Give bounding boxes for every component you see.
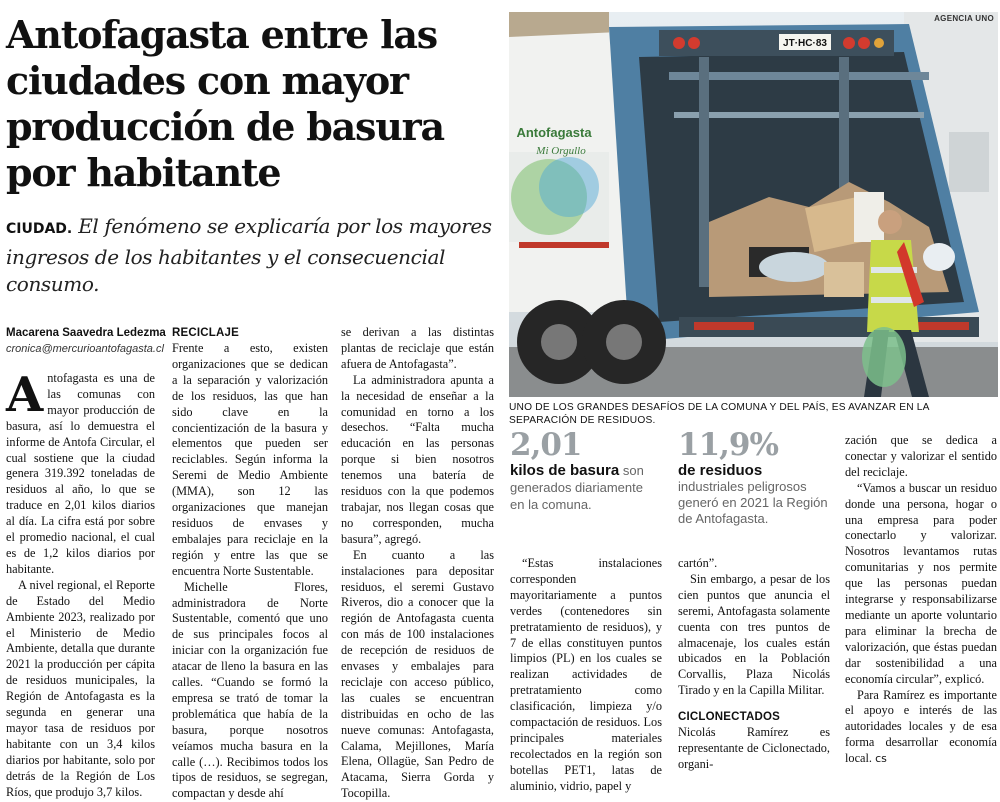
drop-cap: A	[6, 367, 44, 423]
paragraph: Sin embargo, a pesar de los cien puntos que anuncia el seremi, Antofagasta solamente cuenta con tres puntos de almacenaje, los cuales están ubicados en la Población Corvallis, Plaza Nicolás Tirado y en la Capilla Militar.	[678, 571, 830, 698]
section-heading-reciclaje: RECICLAJE	[172, 327, 239, 339]
stat-number: 2,01	[510, 427, 582, 463]
byline	[6, 325, 166, 357]
author-name: Macarena Saavedra Ledezma	[6, 327, 166, 339]
photo	[509, 12, 998, 397]
stat-label: kilos de basura	[510, 462, 620, 479]
paragraph: Michelle Flores, administradora de Norte Sustentable, comentó que uno de sus principales focos al iniciar con la organización fue atacar de lleno la basura en las calles. “Cuando se formó la empresa se trató de tomar la problemática que había de la basura, porque nosotros veíamos mucha basura en la calle (…). Recibimos todos los tipos de residuos, se segregan, compactan y desde ahí	[172, 579, 328, 801]
author-email[interactable]: cronica@mercurioantofagasta.cl	[6, 343, 164, 355]
stat-box-2	[678, 428, 828, 527]
stat-description: industriales peligrosos generó en 2021 la Región de Antofagasta.	[678, 479, 828, 526]
stat-label: de residuos	[678, 462, 763, 479]
paragraph: Para Ramírez es importante el apoyo e interés de las autoridades locales y de esa forma desarrollar economía local. cs	[845, 687, 997, 766]
headline	[6, 12, 501, 196]
stat-description: son generados diariamente en la comuna.	[510, 463, 644, 512]
photo-credit: AGENCIA UNO	[934, 14, 994, 23]
subheadline-text: El fenómeno se explicaría por los mayores ingresos de los habitantes y el consecuencial consumo.	[6, 214, 492, 296]
garbage-truck-photo	[509, 12, 998, 397]
stat-number: 11,9%	[678, 427, 778, 463]
section-tag: CIUDAD.	[6, 221, 73, 237]
article-column-3	[341, 325, 494, 802]
article-column-2	[172, 325, 328, 802]
headline-line-4: por habitante	[6, 150, 281, 195]
stat-box-1	[510, 428, 660, 513]
article-column-4	[510, 556, 662, 795]
paragraph: zación que se dedica a conectar y valorizar el sentido del reciclaje.	[845, 433, 997, 479]
subheadline	[6, 213, 501, 299]
article-column-5	[678, 556, 830, 773]
paragraph: En cuanto a las instalaciones para depositar residuos, el seremi Gustavo Riveros, dio a conocer que la región de Antofagasta cuenta con más de 100 instalaciones de recepción de residuos de envases y embalajes para reciclaje con acceso público, las cuales se encuentran distribuidas en ocho de las nueve comunas: Antofagasta, Calama, Mejillones, María Elena, Ollagüe, San Pedro de Atacama, Sierra Gorda y Tocopilla.	[341, 547, 494, 801]
headline-line-1: Antofagasta entre las	[6, 12, 438, 57]
headline-line-2: ciudades con mayor	[6, 58, 408, 103]
paragraph: Antofagasta es una de las comunas con mayor producción de basura, así lo demuestra el informe de Antofa Circular, el cual sostiene que la ciudad genera 319.392 toneladas de residuos al año, lo que se traduce en 2,01 kilos diarios al día. La cifra está por sobre el promedio nacional, el cual es de 1,2 kilos diarios por habitante.	[6, 367, 155, 576]
paragraph: Frente a esto, existen organizaciones que se dedican a la separación y valorización de los residuos, las que han sido clave en la concientización de la basura y elementos que pueden ser reciclables. Según informa la Seremi de Medio Ambiente (MMA), son 12 las organizaciones que manejan residuos de envases y embalajes para reciclaje en la región y entre las que se encuentra Norte Sustentable.	[172, 341, 328, 578]
truck-logo-line-2: Mi Orgullo	[536, 145, 586, 157]
section-heading-ciclonectados: CICLONECTADOS	[678, 711, 781, 724]
article-column-6	[845, 433, 997, 767]
license-plate: JT·HC·83	[783, 38, 827, 49]
paragraph: A nivel regional, el Reporte de Estado del Medio Ambiente 2023, realizado por el Ministerio de Medio Ambiente, detalla que durante 2021 la producción per cápita de residuos municipales, la Región de Antofagasta es la segunda en generar una mayor tasa de residuos por habitante con un 3,4 kilos diarios por habitante, solo por detrás de la Región de Los Ríos, que produjo 3,7 kilos.	[6, 577, 155, 799]
paragraph: se derivan a las distintas plantas de reciclaje que están afuera de Antofagasta”.	[341, 325, 494, 371]
paragraph: La administradora apunta a la necesidad de enseñar a la comunidad en torno a los desechos. “Falta mucha educación en las personas porque si bien nosotros tenemos una batería de residuos con la que podemos trabajar, nos llegan cosas que no corresponden, mucha basura”, agregó.	[341, 372, 494, 546]
end-mark-icon: cs	[875, 752, 887, 766]
truck-logo-line-1: Antofagasta	[516, 125, 592, 140]
paragraph: cartón”.	[678, 556, 718, 570]
headline-line-3: producción de basura	[6, 104, 444, 149]
paragraph: Nicolás Ramírez es representante de Ciclonectado, organi-	[678, 725, 830, 771]
article-column-1	[6, 367, 155, 800]
paragraph: “Estas instalaciones corresponden mayoritariamente a puntos verdes (contenedores sin pretratamiento de residuos), y 7 de ellas constituyen puntos limpios (PL) en los cuales se realizan actividades de pretratamiento como clasificación, limpieza y/o compactación de residuos. Los principales materiales recolectados en la región son botellas PET1, latas de aluminio, vidrio, papel y	[510, 556, 662, 793]
paragraph: “Vamos a buscar un residuo donde una persona, hogar o una empresa para poder conectarlo y valorizar. Nosotros levantamos rutas comunitarias y nos permite que las personas puedan integrarse y responsabilizarse mediante un aporte voluntario para eliminar la brecha de valorización, que éstas puedan dar sostenibilidad a una economía circular”, explicó.	[845, 480, 997, 686]
photo-caption: UNO DE LOS GRANDES DESAFÍOS DE LA COMUNA Y DEL PAÍS, ES AVANZAR EN LA SEPARACIÓN DE RESIDUOS.	[509, 402, 930, 426]
